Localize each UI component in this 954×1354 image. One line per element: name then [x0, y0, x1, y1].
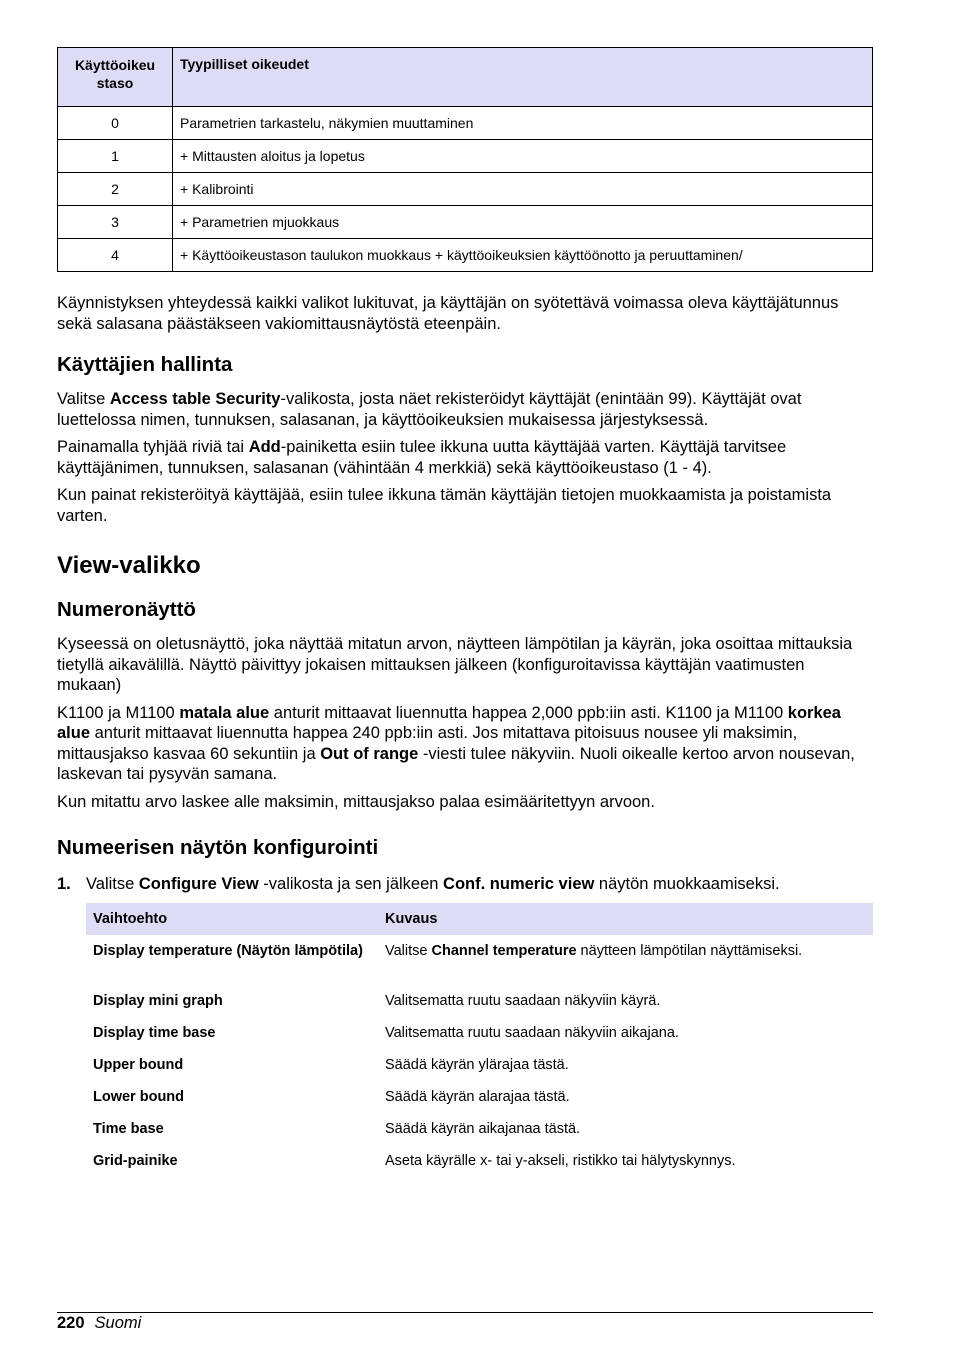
option-cell: Display time base: [93, 1025, 216, 1041]
column-header-option: Vaihtoehto: [86, 903, 378, 935]
menu-reference: Configure View: [138, 875, 259, 893]
level-cell: 0: [58, 107, 173, 140]
intro-paragraph: Käynnistyksen yhteydessä kaikki valikot lukituvat, ja käyttäjän on syötettävä voimassa oleva käyttäjätunnus sekä salasana päästäkseen vakiomittausnäytöstä eteenpäin.: [57, 294, 839, 333]
option-cell: Time base: [93, 1121, 164, 1137]
step-number: 1.: [57, 875, 71, 893]
access-rights-table: [57, 47, 873, 272]
table-row: [86, 1049, 873, 1081]
bold-term: Out of range: [320, 744, 419, 763]
description-cell: Aseta käyrälle x- tai y-akseli, ristikko tai hälytyskynnys.: [385, 1153, 736, 1169]
button-reference: Add: [248, 438, 281, 456]
text: Valitse: [57, 390, 110, 408]
description-cell: Valitsematta ruutu saadaan näkyviin käyrä.: [385, 993, 661, 1009]
text: Valitse: [385, 943, 432, 959]
language-label: Suomi: [94, 1314, 142, 1332]
header-level-line2: staso: [96, 75, 134, 91]
page-footer: [57, 1312, 873, 1333]
bold-term: korkea alue: [57, 703, 841, 742]
description-cell: Säädä käyrän aikajanaa tästä.: [385, 1121, 581, 1137]
column-header-level: [58, 48, 173, 107]
table-header-row: [86, 903, 873, 935]
numeric-view-heading: Numeronäyttö: [57, 598, 196, 621]
page-content: [57, 47, 873, 1177]
level-cell: 2: [58, 173, 173, 206]
users-paragraph-3: Kun painat rekisteröityä käyttäjää, esiin tulee ikkuna tämän käyttäjän tietojen muokkaamista ja poistamista varten.: [57, 486, 832, 525]
table-row: [58, 140, 873, 173]
table-row: [86, 1017, 873, 1049]
option-cell: Upper bound: [93, 1057, 184, 1073]
text: -valikosta, josta näet rekisteröidyt käyttäjät (enintään 99). Käyttäjät ovat luettelossa nimen, tunnuksen, salasanan, ja käyttöoikeuksien mukaisessa järjestyksessä.: [57, 390, 802, 429]
table-row: [58, 239, 873, 272]
text: anturit mittaavat liuennutta happea 240 ppb:iin asti. Jos mitattava pitoisuus nousee yli maksimin, mittausjakso kasvaa 60 sekuntiin ja: [57, 724, 798, 763]
table-row: [86, 1081, 873, 1113]
table-row: [58, 206, 873, 239]
table-row: [86, 935, 873, 985]
text: Valitse: [86, 875, 139, 893]
option-cell: Display mini graph: [93, 993, 223, 1009]
column-header-description: Kuvaus: [378, 903, 873, 935]
users-paragraph-2: [57, 437, 873, 478]
rights-cell: + Käyttöoikeustason taulukon muokkaus + käyttöoikeuksien käyttöönotto ja peruuttaminen/: [173, 239, 873, 272]
page-number: 220: [57, 1314, 85, 1332]
text: K1100 ja M1100: [57, 703, 180, 722]
bold-term: matala alue: [179, 703, 270, 722]
description-cell: Säädä käyrän ylärajaa tästä.: [385, 1057, 569, 1073]
rights-cell: + Kalibrointi: [173, 173, 873, 206]
table-header-row: [58, 48, 873, 107]
menu-reference: Conf. numeric view: [443, 875, 595, 893]
option-cell: Lower bound: [93, 1089, 185, 1105]
table-row: [58, 173, 873, 206]
text: näytön muokkaamiseksi.: [594, 875, 780, 893]
rights-cell: + Mittausten aloitus ja lopetus: [173, 140, 873, 173]
description-cell: [378, 935, 873, 985]
table-row: [86, 1113, 873, 1145]
numeric-paragraph-1: Kyseessä on oletusnäyttö, joka näyttää mitatun arvon, näytteen lämpötilan ja käyrän, joka osoittaa mittauksia tietyllä aikavälillä. Näyttö päivittyy jokaisen mittauksen jälkeen (konfiguroitavissa käyttäjän vaatimusten mukaan): [57, 635, 853, 694]
menu-reference: Access table Security: [109, 390, 281, 408]
step-1: [57, 874, 873, 894]
option-cell: Display temperature (Näytön lämpötila): [93, 943, 363, 959]
rights-cell: + Parametrien mjuokkaus: [173, 206, 873, 239]
numeric-paragraph-3: Kun mitattu arvo laskee alle maksimin, mittausjakso palaa esimääritettyyn arvoon.: [57, 792, 655, 811]
users-paragraph-1: [57, 389, 873, 430]
header-level-line1: Käyttöoikeu: [74, 57, 156, 73]
config-heading: Numeerisen näytön konfigurointi: [57, 836, 379, 859]
options-table: [86, 903, 873, 1177]
text: -painiketta esiin tulee ikkuna uutta käyttäjää varten. Käyttäjä tarvitsee käyttäjänimen, tunnuksen, salasanan (vähintään 4 merkkiä) sekä käyttöoikeustaso (1 - 4).: [57, 438, 787, 477]
option-cell: Grid-painike: [93, 1153, 178, 1169]
text: Painamalla tyhjää riviä tai: [57, 438, 249, 456]
table-row: [86, 1145, 873, 1177]
text: näytteen lämpötilan näyttämiseksi.: [576, 943, 803, 959]
level-cell: 4: [58, 239, 173, 272]
column-header-rights: Tyypilliset oikeudet: [173, 48, 873, 107]
view-menu-heading: View-valikko: [57, 552, 201, 579]
rights-cell: Parametrien tarkastelu, näkymien muuttaminen: [173, 107, 873, 140]
description-cell: Valitsematta ruutu saadaan näkyviin aikajana.: [385, 1025, 679, 1041]
level-cell: 1: [58, 140, 173, 173]
text: -viesti tulee näkyviin. Nuoli oikealle kertoo arvon nousevan, laskevan tai pysyvän samana.: [57, 744, 855, 783]
numeric-paragraph-2: [57, 703, 873, 785]
table-row: [86, 985, 873, 1017]
users-heading: Käyttäjien hallinta: [57, 353, 233, 376]
bold-term: Channel temperature: [431, 943, 577, 959]
text: -valikosta ja sen jälkeen: [258, 875, 444, 893]
level-cell: 3: [58, 206, 173, 239]
description-cell: Säädä käyrän alarajaa tästä.: [385, 1089, 570, 1105]
text: anturit mittaavat liuennutta happea 2,000 ppb:iin asti. K1100 ja M1100: [269, 703, 788, 722]
table-row: [58, 107, 873, 140]
